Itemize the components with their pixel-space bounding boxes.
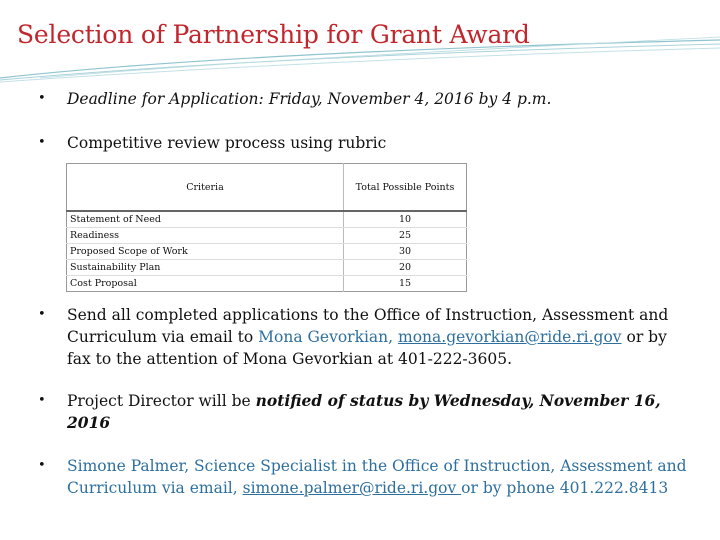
email-link-simone[interactable]: simone.palmer@ride.ri.gov	[242, 479, 462, 497]
contact-text	[67, 455, 688, 499]
slide-title: Selection of Partnership for Grant Award	[17, 20, 530, 49]
bullet-review	[38, 132, 688, 154]
table-row	[67, 228, 467, 244]
bullet-marker: •	[38, 135, 46, 150]
criteria-cell: Cost Proposal	[67, 276, 344, 292]
table-row	[67, 276, 467, 292]
table-row	[67, 244, 467, 260]
header-points: Total Possible Points	[344, 164, 467, 212]
send-text	[67, 304, 688, 370]
contact-text-part1: Simone Palmer, Science Specialist in the Office of Instruction, Assessment and Curriculum via email,	[67, 457, 687, 497]
bullet-marker: •	[38, 307, 46, 322]
table-row	[67, 260, 467, 276]
criteria-cell: Statement of Need	[67, 211, 344, 228]
contact-text-part2: or by phone 401.222.8413	[461, 479, 669, 497]
send-text-part2: or by fax to the attention of Mona Gevorkian at 401-222-3605.	[67, 328, 667, 368]
criteria-cell: Sustainability Plan	[67, 260, 344, 276]
criteria-cell: Readiness	[67, 228, 344, 244]
points-cell: 15	[398, 278, 412, 289]
contact-name: Mona Gevorkian,	[258, 328, 399, 346]
review-text: Competitive review process using rubric	[67, 134, 387, 152]
send-text-part1: Send all completed applications to the Office of Instruction, Assessment and Curriculum via email to	[67, 306, 669, 346]
points-cell: 25	[344, 228, 467, 244]
rubric-table	[66, 163, 467, 292]
deadline-text: Deadline for Application: Friday, November 4, 2016 by 4 p.m.	[67, 90, 552, 108]
header-criteria: Criteria	[67, 164, 344, 212]
table-row	[67, 211, 467, 228]
bullet-send	[38, 304, 688, 370]
bullet-contact	[38, 455, 688, 499]
notify-emphasis: notified of status by Wednesday, November 16, 2016	[67, 391, 661, 432]
criteria-cell: Proposed Scope of Work	[67, 244, 344, 260]
bullet-marker: •	[38, 393, 46, 408]
points-cell: 30	[344, 244, 467, 260]
bullet-marker: •	[38, 458, 46, 473]
email-link-mona[interactable]: mona.gevorkian@ride.ri.gov	[398, 328, 622, 346]
notify-text	[67, 390, 688, 434]
bullet-notify	[38, 390, 688, 434]
bullet-deadline	[38, 88, 688, 110]
points-cell: 20	[344, 260, 467, 276]
points-cell: 10	[344, 211, 467, 228]
decorative-swoosh	[0, 34, 720, 84]
bullet-marker: •	[38, 91, 46, 106]
notify-text-part1: Project Director will be	[67, 392, 256, 410]
